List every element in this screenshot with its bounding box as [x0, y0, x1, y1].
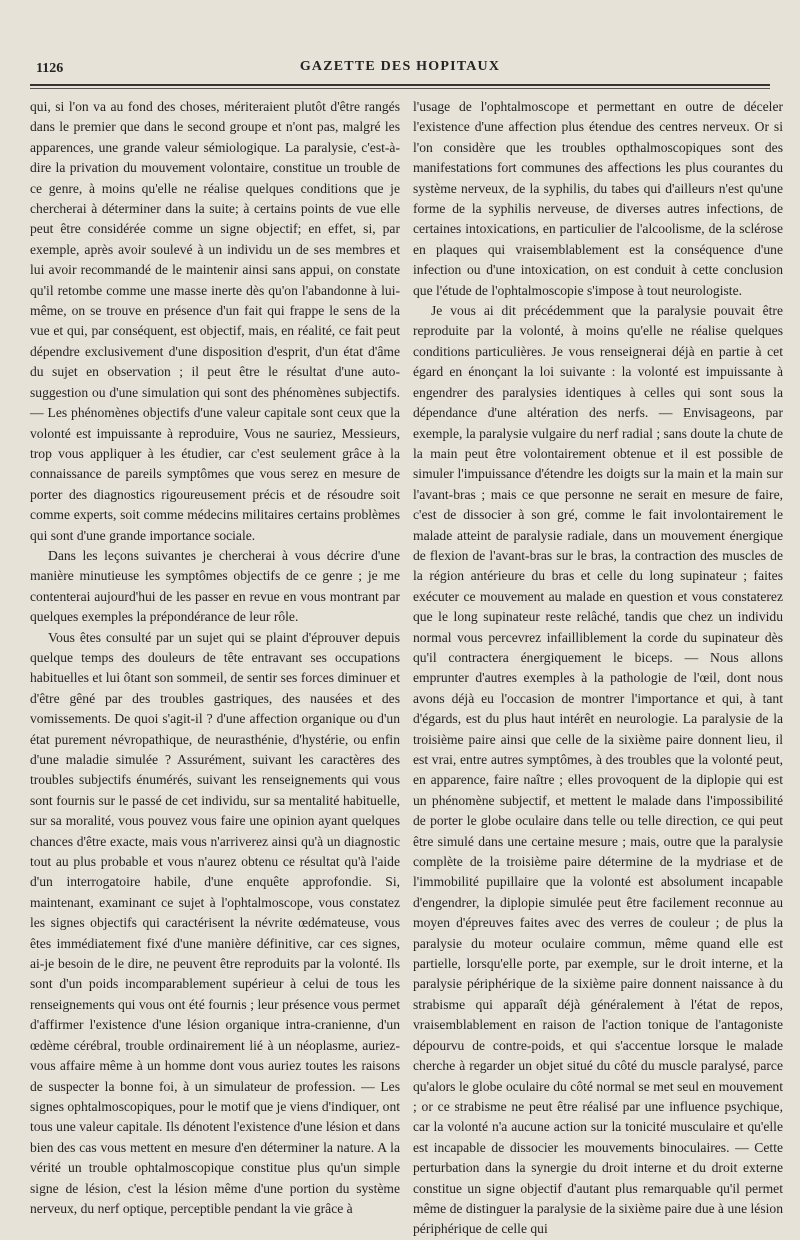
- header-rule-thick: [30, 84, 770, 86]
- paragraph: Dans les leçons suivantes je chercherai à vous décrire d'une manière minutieuse les symptômes objectifs de ce genre ; je me contenterai aujourd'hui de les passer en revue en vous montrant par quelques exemples la prépondérance de leur rôle.: [30, 547, 400, 625]
- left-column: [30, 97, 400, 1219]
- page-number: 1126: [36, 61, 64, 76]
- journal-title: GAZETTE DES HOPITAUX: [299, 59, 501, 74]
- paragraph: Je vous ai dit précédemment que la paralysie pouvait être reproduite par la volonté, à moins qu'elle ne réalise quelques conditions particulières. Je vous renseignerai déjà en partie à cet égard en énonçant la loi suivante : la volonté est impuissante à engendrer des paralysies identiques à celles qui sont sous la dépendance d'une altération des nerfs. — Envisageons, par exemple, la paralysie vulgaire du nerf radial ; sans doute la chute de la main peut être volontairement obtenue et il est possible de simuler l'impuissance d'étendre les doigts sur la main et la main sur l'avant-bras ; mais ce que personne ne serait en mesure de faire, c'est de dissocier à son gré, comme le fait involontairement le malade atteint de paralysie radiale, dans un mouvement énergique de flexion de l'avant-bras sur le bras, la contraction des muscles de la région antérieure du bras et celle du long supinateur ; faites exécuter ce mouvement au malade en question et vous constaterez que le long supinateur reste relâché, tandis que chez un individu normal vous percevrez infailliblement la corde du supinateur dès qu'il contractera énergiquement le biceps. — Nous allons emprunter d'autres exemples à la pathologie de l'œil, dont nous avons déjà eu l'occasion de montrer l'importance et qui, à tant d'égards, est du plus haut intérêt en neurologie. La paralysie de la troisième paire ainsi que celle de la sixième paire donnent lieu, il est vrai, entre autres symptômes, à des troubles que la volonté peut, en apparence, faire naître ; elles provoquent de la diplopie qui est un phénomène subjectif, et mettent le malade dans l'impossibilité de porter le globe oculaire dans telle ou telle direction, ce qui peut être simulé dans une certaine mesure ; mais, outre que la paralysie complète de la troisième paire détermine de la mydriase et de l'immobilité pupillaire que la volonté est absolument incapable d'engendrer, la diplopie simulée peut être facilement reconnue au moyen d'épreuves faites avec des verres de couleur ; de plus la paralysie du moteur oculaire commun, même quand elle est partielle, lorsqu'elle porte, par exemple, sur le droit interne, et la paralysie périphérique de la sixième paire donnent naissance à du strabisme qui apparaît déjà généralement à l'état de repos, vraisemblablement en raison de l'action tonique de l'antagoniste dépourvu de contre-poids, et qui s'accentue lorsque le malade cherche à regarder un objet situé du côté du muscle paralysé, parce qu'alors le globe oculaire du côté normal se met seul en mouvement ; or ce strabisme ne peut être réalisé par une influence psychique, car la volonté n'a aucune action sur la tonicité musculaire et qu'elle est incapable de dissocier les mouvements binoculaires. — Cette perturbation dans la synergie du droit interne et du droit externe constitue un signe objectif d'autant plus remarquable qu'il permet même de distinguer la paralysie de la sixième paire due à une lésion périphérique de celle qui: [413, 303, 783, 1237]
- paragraph: qui, si l'on va au fond des choses, mériteraient plutôt d'être rangés dans le premier que dans le second groupe et n'ont pas, malgré les apparences, une grande valeur sémiologique. La paralysie, c'est-à-dire la privation du mouvement volontaire, constitue un trouble de ce genre, à moins qu'elle ne réalise quelques conditions que je chercherai à déterminer dans la suite; à certains points de vue elle peut être considérée comme un signe objectif; en effet, si, par exemple, après avoir soulevé à un individu un de ses membres et lui avoir recommandé de le maintenir ainsi sans appui, on constate qu'il retombe comme une masse inerte dès qu'on l'abandonne à lui-même, on se trouve en présence d'un fait qui frappe le sens de la vue et qui, par conséquent, est objectif, mais, en réalité, ce fait peut dépendre exclusivement d'une disposition d'esprit, d'un état d'âme du sujet en observation ; il peut être le résultat d'une auto-suggestion ou d'une simulation qui sont des phénomènes subjectifs. — Les phénomènes objectifs d'une valeur capitale sont ceux que la volonté est impuissante à reproduire, Vous ne sauriez, Messieurs, trop vous appliquer à les étudier, car c'est seulement grâce à la connaissance de pareils symptômes que vous serez en mesure de porter des diagnostics rigoureusement précis et de résoudre soit comme experts, soit comme médecins militaires certains problèmes qui sont d'une grande importance sociale.: [30, 99, 400, 543]
- header-rule-thin: [30, 88, 770, 89]
- paragraph: Vous êtes consulté par un sujet qui se plaint d'éprouver depuis quelque temps des douleurs de tête entravant ses occupations habituelles et lui ôtant son sommeil, de sentir ses forces diminuer et d'être gêné par des troubles gastriques, des nausées et des vomissements. De quoi s'agit-il ? d'une affection organique ou d'un état purement névropathique, de neurasthénie, d'hystérie, ou enfin d'une maladie simulée ? Assurément, suivant les caractères des troubles subjectifs énumérés, suivant les renseignements qui vous sont fournis sur le passé de cet individu, sur sa mentalité habituelle, sur sa moralité, vous pouvez vous faire une opinion ayant quelques chances d'être exacte, mais vous n'arriverez ainsi qu'à un diagnostic tout au plus probable et vous n'aurez obtenu ce résultat qu'à l'aide d'un interrogatoire habile, d'une enquête approfondie. Si, maintenant, examinant ce sujet à l'ophtalmoscope, vous constatez les signes objectifs qui caractérisent la névrite œdémateuse, vous êtes immédiatement fixé d'une manière définitive, car ces signes, ai-je besoin de le dire, ne peuvent être reproduits par la volonté. Ils sont d'un poids incomparablement supérieur à celui de tous les renseignements qui vous ont été fournis ; leur présence vous permet d'affirmer l'existence d'une lésion organique intra-cranienne, d'un œdème cérébral, trouble ordinairement lié à un néoplasme, auriez-vous affaire même à un homme dont vous auriez toutes les raisons de suspecter la bonne foi, à un simulateur de profession. — Les signes ophtalmoscopiques, pour le motif que je viens d'indiquer, ont tous une valeur capitale. Ils dénotent l'existence d'une lésion et dans bien des cas vous mettent en mesure d'en déterminer la nature. A la vérité un trouble ophtalmoscopique constitue plus qu'un simple signe de lésion, c'est la lésion même d'une portion du système nerveux, du nerf optique, perceptible pendant la vie grâce à: [30, 629, 401, 1216]
- page-header: [30, 56, 770, 78]
- right-column: [413, 97, 783, 1240]
- paragraph: l'usage de l'ophtalmoscope et permettant en outre de déceler l'existence d'une affection plus étendue des centres nerveux. Or si l'on considère que les troubles opthalmoscopiques sont des manifestations fort communes des affections les plus courantes du système nerveux, de la syphilis, du tabes qui d'ailleurs n'est qu'une forme de la syphilis nerveuse, de diverses autres infections, de certaines intoxications, en particulier de l'alcoolisme, de la sclérose en plaques qui vraisemblablement est la conséquence d'une infection ou d'une intoxication, on est conduit à cette conclusion que l'étude de l'ophtalmoscopie s'impose à tout neurologiste.: [413, 99, 783, 298]
